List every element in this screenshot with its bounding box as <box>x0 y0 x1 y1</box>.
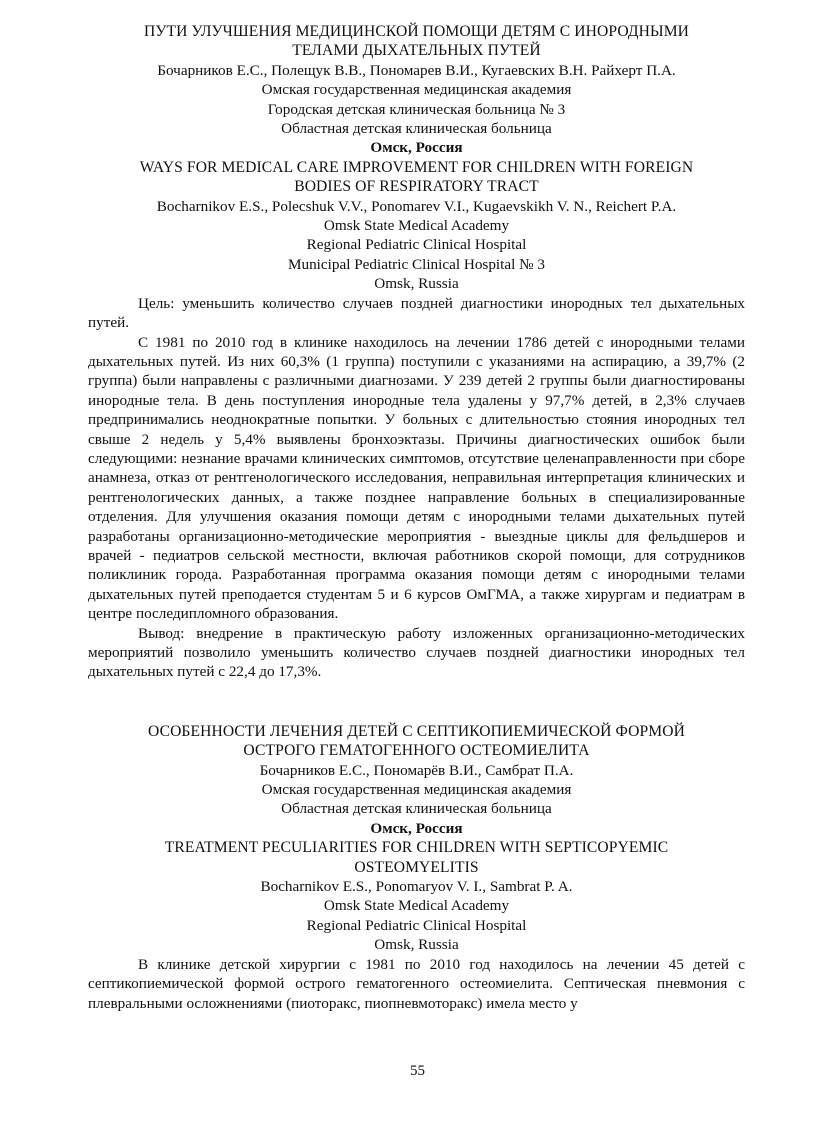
title-line: ПУТИ УЛУЧШЕНИЯ МЕДИЦИНСКОЙ ПОМОЩИ ДЕТЯМ С ИНОРОДНЫМИ <box>143 23 690 40</box>
affiliation-en: Municipal Pediatric Clinical Hospital № 3 <box>287 255 546 273</box>
location-en: Omsk, Russia <box>374 275 459 293</box>
affiliation-en: Regional Pediatric Clinical Hospital <box>306 236 527 254</box>
authors-en: Bocharnikov E.S., Polecshuk V.V., Ponomarev V.I., Kugaevskikh V. N., Reichert P.A. <box>156 197 677 215</box>
affiliation-en: Omsk State Medical Academy <box>323 217 510 235</box>
title-line: WAYS FOR MEDICAL CARE IMPROVEMENT FOR CHILDREN WITH FOREIGN <box>139 158 694 176</box>
article-title-ru <box>88 22 745 61</box>
title-line: ОСТРОГО ГЕМАТОГЕННОГО ОСТЕОМИЕЛИТА <box>243 742 590 760</box>
paragraph-body: В клинике детской хирургии с 1981 по 2010 год находилось на лечении 45 детей с септикопиемической формой острого гематогенного остеомиелита. Септическая пневмония с плевральными осложнениями (пиоторакс, пиопневмоторакс) имела место у <box>88 955 745 1012</box>
affiliation-ru: Омская государственная медицинская академия <box>261 81 572 99</box>
location-en: Omsk, Russia <box>374 936 459 954</box>
article-separator <box>88 682 745 722</box>
paragraph-goal: Цель: уменьшить количество случаев поздней диагностики инородных тел дыхательных путей. <box>88 294 745 332</box>
article-title-en <box>88 838 745 877</box>
paragraph-body: С 1981 по 2010 год в клинике находилось на лечении 1786 детей с инородными телами дыхательных путей. Из них 60,3% (1 группа) поступили с указаниями на аспирацию, а 39,7% (2 группа) были направлены с различными диагнозами. У 239 детей 2 группы были диагностированы инородные тела. В день поступления инородные тела удалены у 97,7% детей, в 2,3% случаев предпринимались неоднократные попытки. У больных с длительностью стояния инородных тел свыше 2 недель у 5,4% выявлены бронхоэктазы. Причины диагностических ошибок были следующими: незнание врачами клинических симптомов, отсутствие целенаправленности при сборе анамнеза, отказ от рентгенологического исследования, неправильная интерпретация клинических и рентгенологических данных, а также позднее направление больных в специализированные отделения. Для улучшения оказания помощи детям с инородными телами дыхательных путей разработаны организационно-методические мероприятия - выездные циклы для фельдшеров и врачей - педиатров сельской местности, включая работников скорой помощи, для сотрудников поликлиник города. Разработанная программа оказания помощи детям с инородными телами дыхательных путей преподается студентам 5 и 6 курсов ОмГМА, а также хирургам и педиатрам в центре последипломного образования. <box>88 333 745 623</box>
article-foreign-bodies <box>88 22 745 682</box>
document-page <box>88 22 745 1013</box>
location-ru: Омск, Россия <box>370 139 463 157</box>
location-ru: Омск, Россия <box>370 819 463 837</box>
authors-en: Bocharnikov E.S., Ponomaryov V. I., Sambrat P. A. <box>260 878 573 896</box>
article-osteomyelitis <box>88 722 745 1013</box>
affiliation-en: Regional Pediatric Clinical Hospital <box>306 916 527 934</box>
paragraph-conclusion: Вывод: внедрение в практическую работу изложенных организационно-методических мероприятий позволило уменьшить количество случаев поздней диагностики инородных тел дыхательных путей с 22,4 до 17,3%. <box>88 624 745 681</box>
article-title-en <box>88 158 745 197</box>
affiliation-ru: Областная детская клиническая больница <box>281 800 552 818</box>
title-line: TREATMENT PECULIARITIES FOR CHILDREN WITH SEPTICOPYEMIC <box>164 839 669 857</box>
page-number: 55 <box>410 1063 425 1079</box>
authors-ru: Бочарников Е.С., Полещук В.В., Пономарев В.И., Кугаевских В.Н. Райхерт П.А. <box>157 61 676 79</box>
title-line: BODIES OF RESPIRATORY TRACT <box>294 178 539 196</box>
article-title-ru <box>88 722 745 761</box>
title-line: ОСОБЕННОСТИ ЛЕЧЕНИЯ ДЕТЕЙ С СЕПТИКОПИЕМИЧЕСКОЙ ФОРМОЙ <box>148 722 685 740</box>
affiliation-ru: Омская государственная медицинская академия <box>261 781 572 799</box>
title-line: ТЕЛАМИ ДЫХАТЕЛЬНЫХ ПУТЕЙ <box>292 42 541 60</box>
authors-ru: Бочарников Е.С., Пономарёв В.И., Самбрат П.А. <box>259 761 574 779</box>
affiliation-ru: Городская детская клиническая больница № 3 <box>267 100 566 118</box>
affiliation-ru: Областная детская клиническая больница <box>281 120 552 138</box>
affiliation-en: Omsk State Medical Academy <box>323 897 510 915</box>
title-line: OSTEOMYELITIS <box>354 858 479 876</box>
